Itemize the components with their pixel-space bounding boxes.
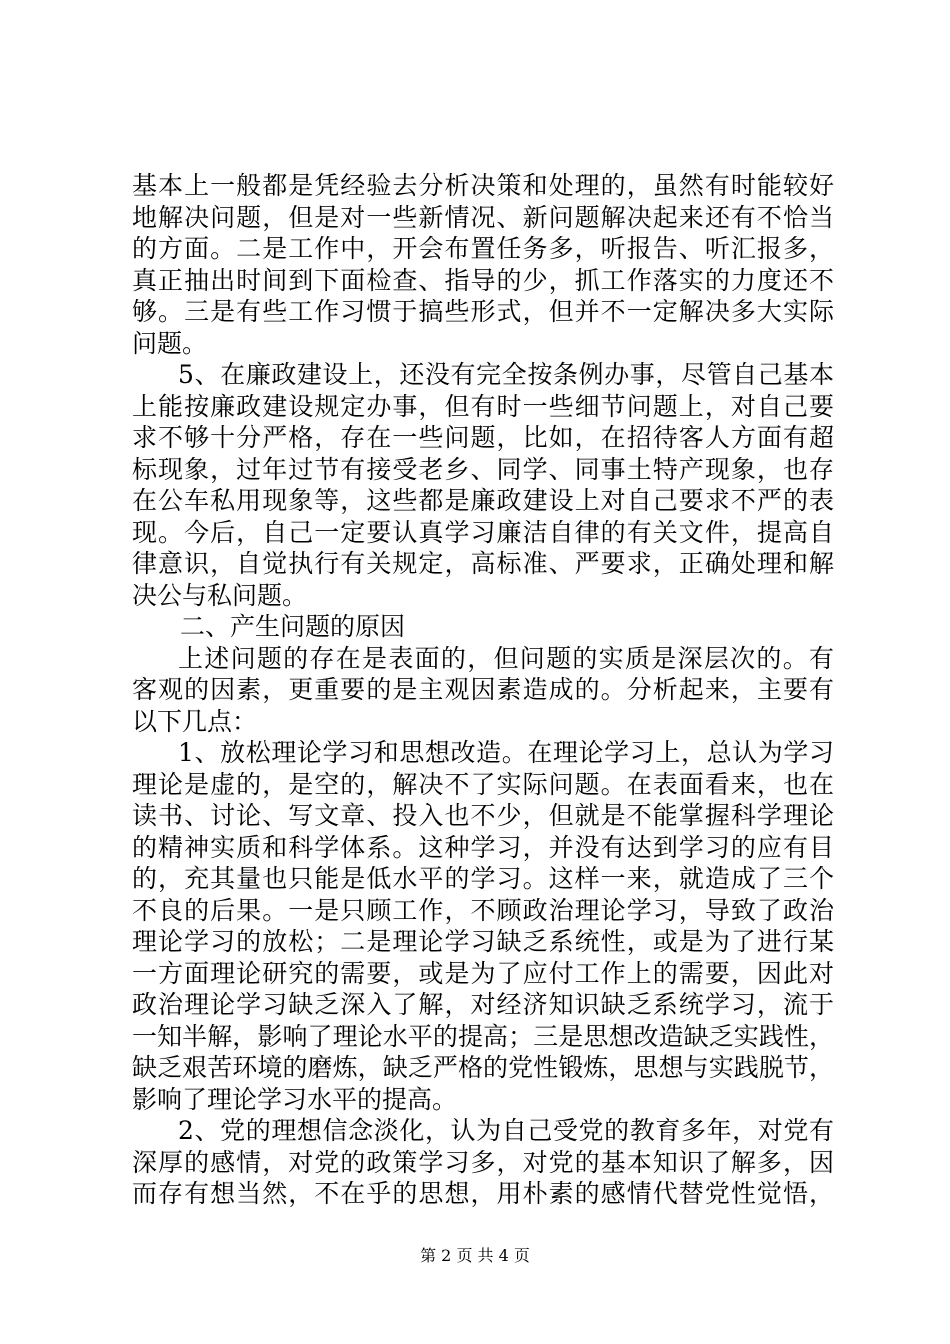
text-line: 现。今后，自己一定要认真学习廉洁自律的有关文件，提高自 [132, 517, 834, 547]
text-line: 律意识，自觉执行有关规定，高标准、严要求，正确处理和解 [132, 549, 834, 578]
text-line: 基本上一般都是凭经验去分析决策和处理的，虽然有时能较好 [132, 171, 834, 200]
text-line: 缺乏艰苦环境的磨炼，缺乏严格的党性锻炼，思想与实践脱节， [132, 1053, 834, 1082]
text-line: 够。三是有些工作习惯于搞些形式，但并不一定解决多大实际 [132, 297, 834, 326]
text-line: 在公车私用现象等，这些都是廉政建设上对自己要求不严的表 [132, 486, 834, 515]
text-line: 不良的后果。一是只顾工作，不顾政治理论学习，导致了政治 [132, 895, 834, 925]
text-line: 一方面理论研究的需要，或是为了应付工作上的需要，因此对 [132, 958, 834, 988]
text-line: 的方面。二是工作中，开会布置任务多，听报告、听汇报多， [132, 234, 834, 263]
text-line: 5、在廉政建设上，还没有完全按条例办事，尽管自己基本 [178, 360, 834, 389]
text-line: 标现象，过年过节有接受老乡、同学、同事土特产现象，也存 [132, 454, 834, 484]
text-line: 的精神实质和科学体系。这种学习，并没有达到学习的应有目 [132, 832, 834, 862]
text-line: 2、党的理想信念淡化，认为自己受党的教育多年，对党有 [178, 1116, 834, 1145]
text-line: 的，充其量也只能是低水平的学习。这样一来，就造成了三个 [132, 864, 834, 893]
text-line: 读书、讨论、写文章、投入也不少，但就是不能掌握科学理论 [132, 801, 834, 830]
text-line: 理论学习的放松；二是理论学习缺乏系统性，或是为了进行某 [132, 927, 834, 956]
section-heading: 二、产生问题的原因 [180, 612, 406, 641]
page-footer: 第 2 页 共 4 页 [420, 1246, 530, 1265]
text-line: 决公与私问题。 [132, 580, 308, 610]
text-line: 政治理论学习缺乏深入了解，对经济知识缺乏系统学习，流于 [132, 990, 834, 1019]
text-line: 求不够十分严格，存在一些问题，比如，在招待客人方面有超 [132, 423, 834, 452]
text-line: 客观的因素，更重要的是主观因素造成的。分析起来，主要有 [132, 675, 834, 704]
text-line: 深厚的感情，对党的政策学习多，对党的基本知识了解多，因 [132, 1147, 834, 1177]
text-line: 影响了理论学习水平的提高。 [132, 1084, 458, 1114]
text-line: 一知半解，影响了理论水平的提高；三是思想改造缺乏实践性， [132, 1021, 834, 1051]
text-line: 上述问题的存在是表面的，但问题的实质是深层次的。有 [178, 643, 834, 673]
text-line: 上能按廉政建设规定办事，但有时一些细节问题上，对自己要 [132, 391, 834, 421]
text-line: 1、放松理论学习和思想改造。在理论学习上，总认为学习 [178, 738, 834, 767]
text-line: 真正抽出时间到下面检查、指导的少，抓工作落实的力度还不 [132, 265, 834, 295]
text-line: 以下几点： [132, 706, 258, 736]
text-line: 而存有想当然，不在乎的思想，用朴素的感情代替党性觉悟， [132, 1179, 834, 1208]
document-body [132, 170, 834, 1210]
text-line: 地解决问题，但是对一些新情况、新问题解决起来还有不恰当 [132, 202, 834, 232]
text-line: 问题。 [132, 328, 208, 358]
text-line: 理论是虚的，是空的，解决不了实际问题。在表面看来，也在 [132, 769, 834, 799]
